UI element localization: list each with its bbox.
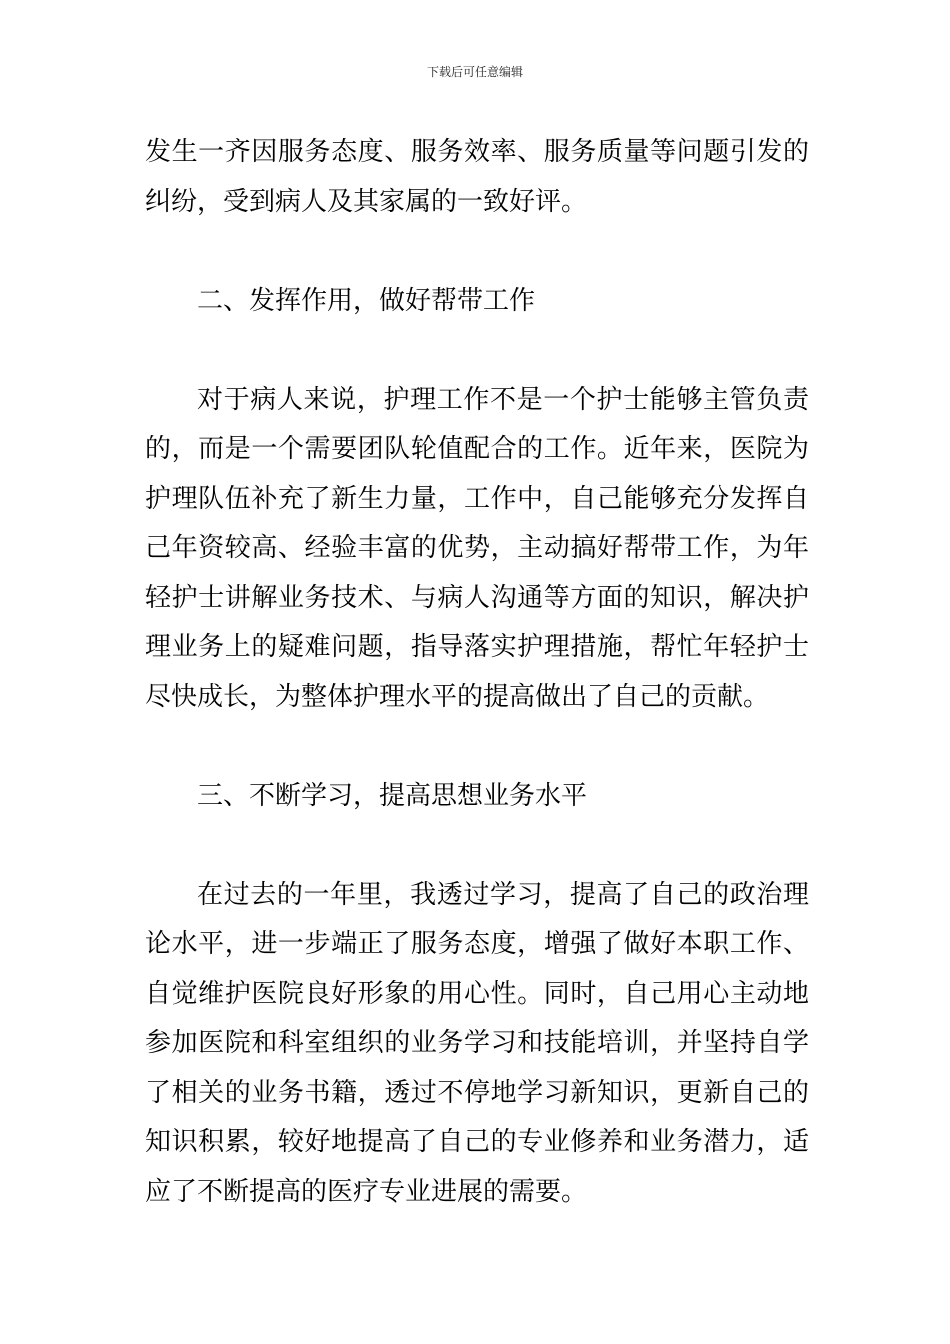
paragraph-1: 发生一齐因服务态度、服务效率、服务质量等问题引发的纠纷，受到病人及其家属的一致好评。 <box>145 137 809 217</box>
section-heading-2: 二、发挥作用，做好帮带工作 <box>197 285 536 316</box>
document-body <box>145 128 809 1217</box>
page-header-note: 下载后可任意编辑 <box>426 65 523 79</box>
paragraph-3: 在过去的一年里，我透过学习，提高了自己的政治理论水平，进一步端正了服务态度，增强了做好本职工作、自觉维护医院良好形象的用心性。同时，自己用心主动地参加医院和科室组织的业务学习和技能培训，并坚持自学了相关的业务书籍，透过不停地学习新知识，更新自己的知识积累，较好地提高了自己的专业修养和业务潜力，适应了不断提高的医疗专业进展的需要。 <box>145 879 809 1207</box>
section-heading-3: 三、不断学习，提高思想业务水平 <box>197 780 588 811</box>
paragraph-2: 对于病人来说，护理工作不是一个护士能够主管负责的，而是一个需要团队轮值配合的工作。近年来，医院为护理队伍补充了新生力量，工作中，自己能够充分发挥自己年资较高、经验丰富的优势，主动搞好帮带工作，为年轻护士讲解业务技术、与病人沟通等方面的知识，解决护理业务上的疑难问题，指导落实护理措施，帮忙年轻护士尽快成长，为整体护理水平的提高做出了自己的贡献。 <box>145 384 809 712</box>
